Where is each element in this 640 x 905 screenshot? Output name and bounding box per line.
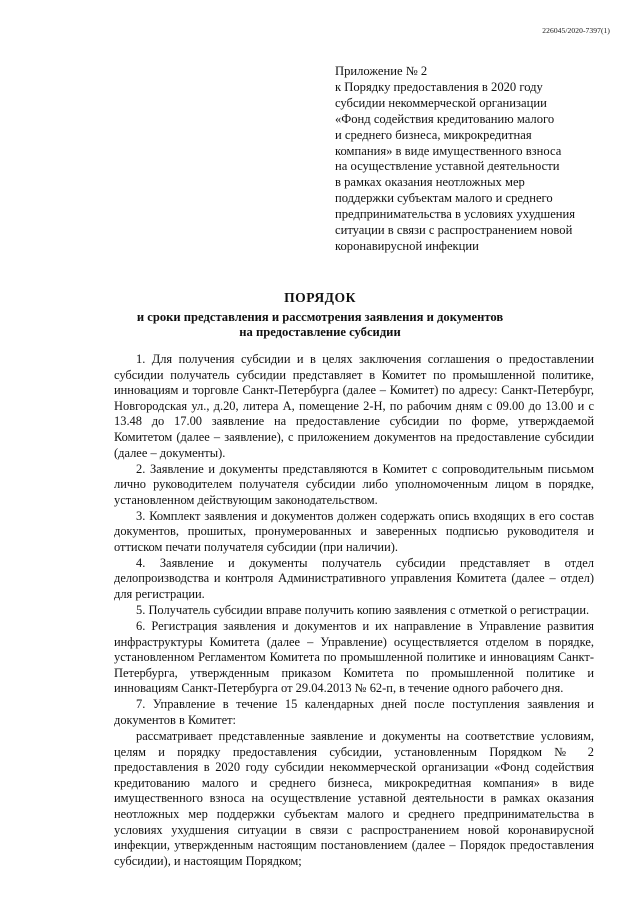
appendix-header [335, 64, 625, 255]
appendix-line: «Фонд содействия кредитованию малого [335, 111, 555, 126]
document-number: 226045/2020-7397(1) [542, 26, 610, 35]
document-title [80, 290, 560, 341]
appendix-line: поддержки субъектам малого и среднего [335, 191, 553, 206]
document-body [114, 352, 594, 869]
paragraph-7: 7. Управление в течение 15 календарных дней после поступления заявления и документов в Комитет: [114, 697, 594, 727]
paragraph-5: 5. Получатель субсидии вправе получить копию заявления с отметкой о регистрации. [136, 603, 590, 618]
title-line: и сроки представления и рассмотрения заявления и документов [136, 309, 504, 324]
title-line: на предоставление субсидии [239, 325, 401, 340]
appendix-line: предпринимательства в условиях ухудшения [335, 207, 576, 222]
paragraph-1: 1. Для получения субсидии и в целях заключения соглашения о предоставлении субсидии получатель субсидии представляет в Комитет по промышленной политике, инновациям и торговле Санкт-Петербурга (далее – Комитет) по адресу: Санкт-Петербург, Новгородская ул., д.20, литера А, помещение 2-Н, по рабочим дням с 09.00 до 13.00 и с 13.48 до 17.00 заявление на предоставление субсидии по форме, утверждаемой Комитетом (далее – заявление), с приложением документов на предоставление субсидии (далее – документы). [114, 352, 594, 460]
title-main: ПОРЯДОК [284, 290, 356, 305]
appendix-line: к Порядку предоставления в 2020 году [335, 79, 543, 94]
paragraph-6: 6. Регистрация заявления и документов и их направление в Управление развития инфраструктуры Комитета (далее – Управление) осуществляется отделом в порядке, установленном Регламентом Комитета по промышленной политике и инновациям Санкт-Петербурга, утвержденным приказом Комитета по промышленной политике и инновациям Санкт-Петербурга от 29.04.2013 № 62-п, в течение одного рабочего дня. [114, 619, 594, 696]
appendix-line: компания» в виде имущественного взноса [335, 143, 562, 158]
paragraph-2: 2. Заявление и документы представляются в Комитет с сопроводительным письмом лично руководителем получателя субсидии либо уполномоченным лицом в порядке, установленном действующим законодательством. [114, 461, 594, 507]
appendix-line: ситуации в связи с распространением новой [335, 223, 573, 238]
appendix-line: коронавирусной инфекции [335, 238, 479, 253]
paragraph-4: 4. Заявление и документы получатель субсидии представляет в отдел делопроизводства и контроля Административного управления Комитета (далее – отдел) для регистрации. [114, 555, 594, 602]
appendix-line: и среднего бизнеса, микрокредитная [335, 127, 532, 142]
appendix-line: Приложение № 2 [335, 64, 428, 78]
appendix-line: в рамках оказания неотложных мер [335, 175, 525, 190]
appendix-line: на осуществление уставной деятельности [335, 159, 560, 174]
paragraph-7-clause: рассматривает представленные заявление и документы на соответствие условиям, целям и порядку предоставления субсидии, установленным Порядком № 2 предоставления в 2020 году субсидии некоммерческой организации «Фонд содействия кредитованию малого и среднего бизнеса, микрокредитная компания» в виде имущественного взноса на осуществление уставной деятельности в рамках оказания неотложных мер поддержки субъектам малого и среднего предпринимательства в условиях ухудшения ситуации в связи с распространением новой коронавирусной инфекции, утвержденным настоящим постановлением (далее – Порядок предоставления субсидии), и настоящим Порядком; [114, 728, 594, 868]
appendix-line: субсидии некоммерческой организации [335, 95, 547, 110]
paragraph-3: 3. Комплект заявления и документов должен содержать опись входящих в его состав документов, прошитых, пронумерованных и заверенных подписью руководителя и оттиском печати получателя субсидии (при наличии). [114, 508, 594, 554]
